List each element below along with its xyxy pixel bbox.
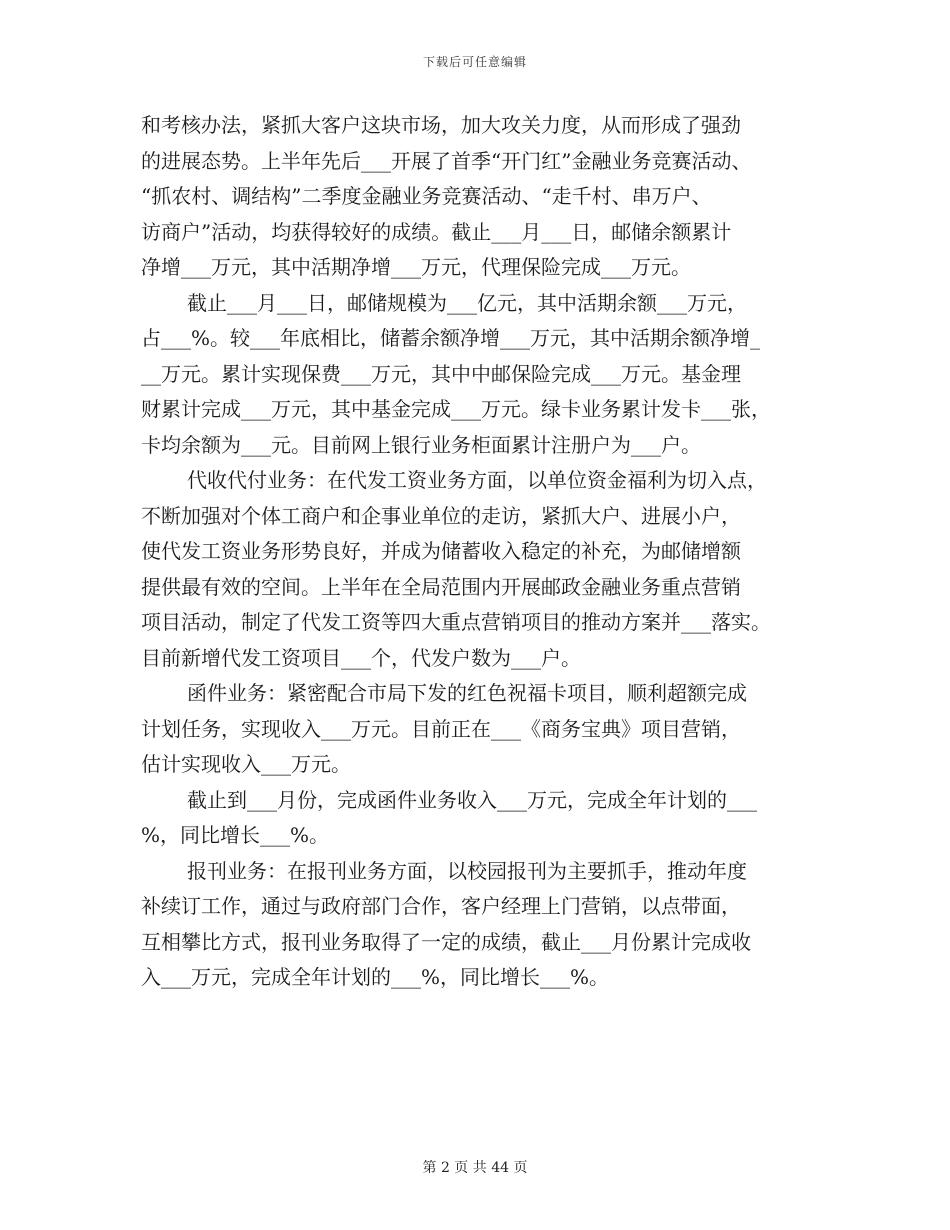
text-line: 财累计完成___万元，其中基金完成___万元。绿卡业务累计发卡___张， — [141, 397, 771, 421]
text-line: 的进展态势。上半年先后___开展了首季“开门红”金融业务竞赛活动、 — [141, 148, 752, 173]
text-line: 补续订工作，通过与政府部门合作，客户经理上门营销，以点带面， — [141, 894, 741, 918]
text-line: 截止到___月份，完成函件业务收入___万元，完成全年计划的___ — [187, 787, 757, 812]
text-line: 函件业务：紧密配合市局下发的红色祝福卡项目，顺利超额完成 — [187, 681, 747, 705]
text-line: 估计实现收入___万元。 — [141, 752, 351, 776]
text-line: 互相攀比方式，报刊业务取得了一定的成绩，截止___月份累计完成收 — [141, 929, 751, 954]
page-footer: 第 2 页 共 44 页 — [422, 1160, 528, 1176]
text-line: __万元。累计实现保费___万元，其中中邮保险完成___万元。基金理 — [141, 361, 741, 386]
document-body — [141, 108, 831, 996]
text-line: 项目活动，制定了代发工资等四大重点营销项目的推动方案并___落实。 — [141, 610, 771, 634]
text-line: “抓农村、调结构”二季度金融业务竞赛活动、“走千村、串万户、 — [141, 184, 712, 208]
text-line: %，同比增长___%。 — [141, 823, 330, 847]
text-line: 使代发工资业务形势良好，并成为储蓄收入稳定的补充，为邮储增额 — [141, 539, 741, 563]
text-line: 净增___万元，其中活期净增___万元，代理保险完成___万元。 — [141, 255, 691, 279]
text-line: 目前新增代发工资项目___个，代发户数为___户。 — [141, 645, 581, 670]
page-header: 下载后可任意编辑 — [422, 55, 527, 69]
text-line: 计划任务，实现收入___万元。目前正在___《商务宝典》项目营销， — [141, 716, 741, 741]
text-line: 截止___月___日，邮储规模为___亿元，其中活期余额___万元， — [187, 290, 747, 315]
text-line: 入___万元，完成全年计划的___%，同比增长___%。 — [141, 965, 610, 989]
text-line: 报刊业务：在报刊业务方面，以校园报刊为主要抓手，推动年度 — [187, 858, 747, 883]
text-line: 访商户”活动，均获得较好的成绩。截止___月___日，邮储余额累计 — [141, 219, 732, 244]
text-line: 占___%。较___年底相比，储蓄余额净增___万元，其中活期余额净增_ — [141, 326, 761, 350]
text-line: 不断加强对个体工商户和企事业单位的走访，紧抓大户、进展小户， — [141, 503, 741, 528]
text-line: 和考核办法，紧抓大客户这块市场，加大攻关力度，从而形成了强劲 — [141, 113, 741, 137]
text-line: 代收代付业务：在代发工资业务方面，以单位资金福利为切入点， — [187, 468, 767, 492]
text-line: 卡均余额为___元。目前网上银行业务柜面累计注册户为___户。 — [141, 432, 701, 457]
text-line: 提供最有效的空间。上半年在全局范围内开展邮政金融业务重点营销 — [141, 574, 741, 599]
